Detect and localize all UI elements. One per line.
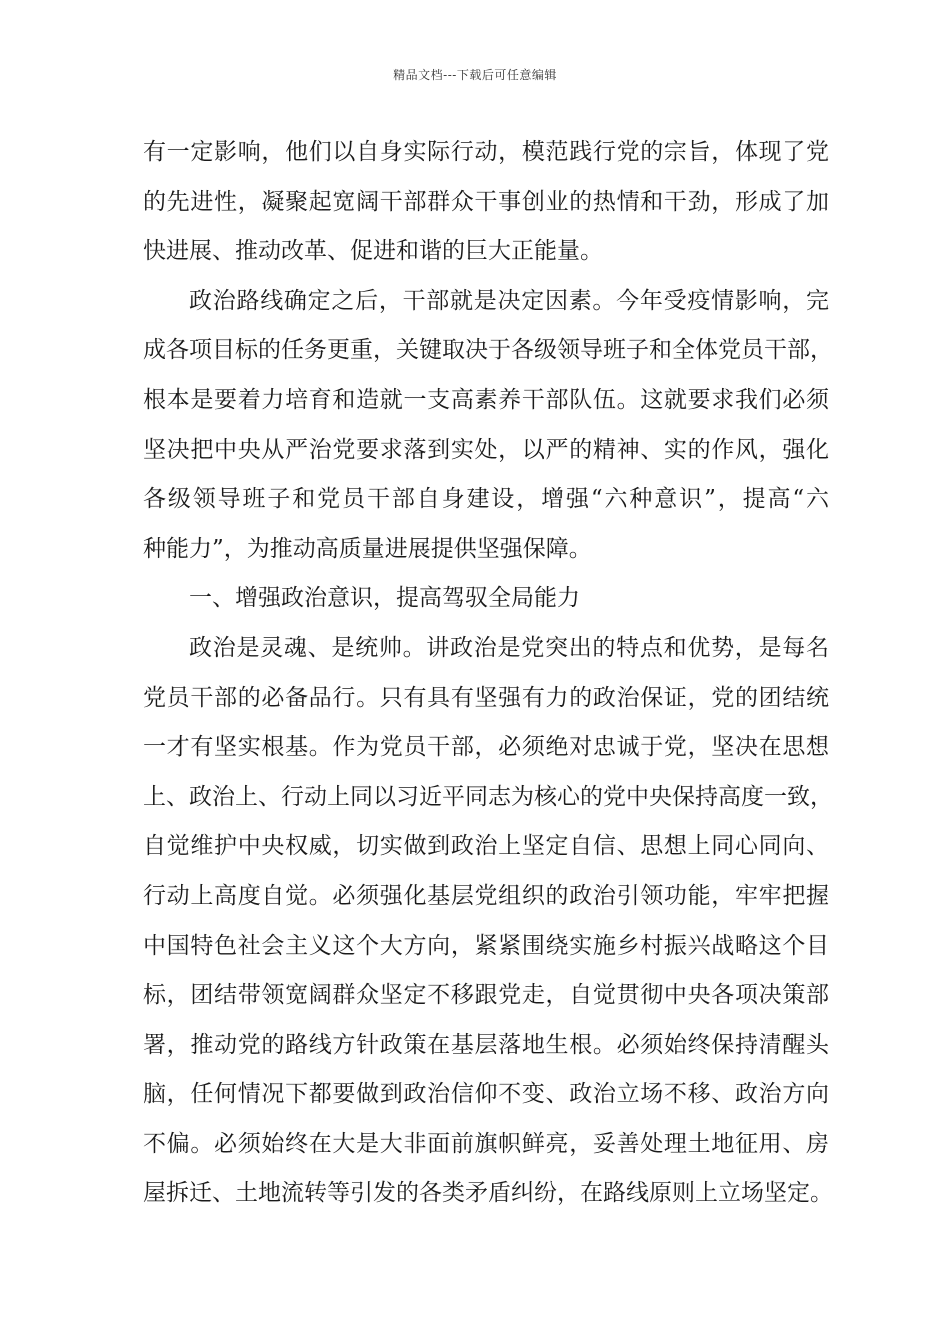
text-line: 快进展、推动改革、促进和谐的巨大正能量。 bbox=[143, 238, 603, 265]
page-header: 精品文档---下载后可任意编辑 bbox=[393, 68, 557, 82]
text-line: 的先进性，凝聚起宽阔干部群众干事创业的热情和干劲，形成了加 bbox=[143, 188, 829, 215]
text-line: 行动上高度自觉。必须强化基层党组织的政治引领功能，牢牢把握 bbox=[143, 882, 829, 909]
paragraph-start-line: 政治路线确定之后，干部就是决定因素。今年受疫情影响，完 bbox=[189, 287, 829, 314]
text-line: 不偏。必须始终在大是大非面前旗帜鲜亮，妥善处理土地征用、房 bbox=[143, 1130, 829, 1157]
text-line: 各级领导班子和党员干部自身建设，增强“六种意识”，提高“六 bbox=[143, 486, 829, 513]
text-line: 署，推动党的路线方针政策在基层落地生根。必须始终保持清醒头 bbox=[143, 1031, 829, 1058]
text-line: 种能力”，为推动高质量进展提供坚强保障。 bbox=[143, 535, 592, 562]
text-line: 坚决把中央从严治党要求落到实处，以严的精神、实的作风，强化 bbox=[143, 436, 829, 463]
text-line: 标，团结带领宽阔群众坚定不移跟党走，自觉贯彻中央各项决策部 bbox=[143, 982, 829, 1009]
section-heading: 一、增强政治意识，提高驾驭全局能力 bbox=[189, 585, 580, 612]
text-line: 成各项目标的任务更重，关键取决于各级领导班子和全体党员干部， bbox=[143, 337, 833, 364]
text-line: 中国特色社会主义这个大方向，紧紧围绕实施乡村振兴战略这个目 bbox=[143, 932, 829, 959]
text-line: 上、政治上、行动上同以习近平同志为核心的党中央保持高度一致， bbox=[143, 783, 833, 810]
text-line: 根本是要着力培育和造就一支高素养干部队伍。这就要求我们必须 bbox=[143, 386, 829, 413]
text-line: 党员干部的必备品行。只有具有坚强有力的政治保证，党的团结统 bbox=[143, 684, 829, 711]
text-line: 脑，任何情况下都要做到政治信仰不变、政治立场不移、政治方向 bbox=[143, 1081, 829, 1108]
text-line: 一才有坚实根基。作为党员干部，必须绝对忠诚于党，坚决在思想 bbox=[143, 734, 829, 761]
paragraph-start-line: 政治是灵魂、是统帅。讲政治是党突出的特点和优势，是每名 bbox=[189, 634, 829, 661]
text-line: 屋拆迁、土地流转等引发的各类矛盾纠纷，在路线原则上立场坚定。 bbox=[143, 1180, 833, 1207]
text-line: 自觉维护中央权威，切实做到政治上坚定自信、思想上同心同向、 bbox=[143, 833, 829, 860]
text-line: 有一定影响，他们以自身实际行动，模范践行党的宗旨，体现了党 bbox=[143, 139, 829, 165]
document-body bbox=[143, 128, 833, 1219]
